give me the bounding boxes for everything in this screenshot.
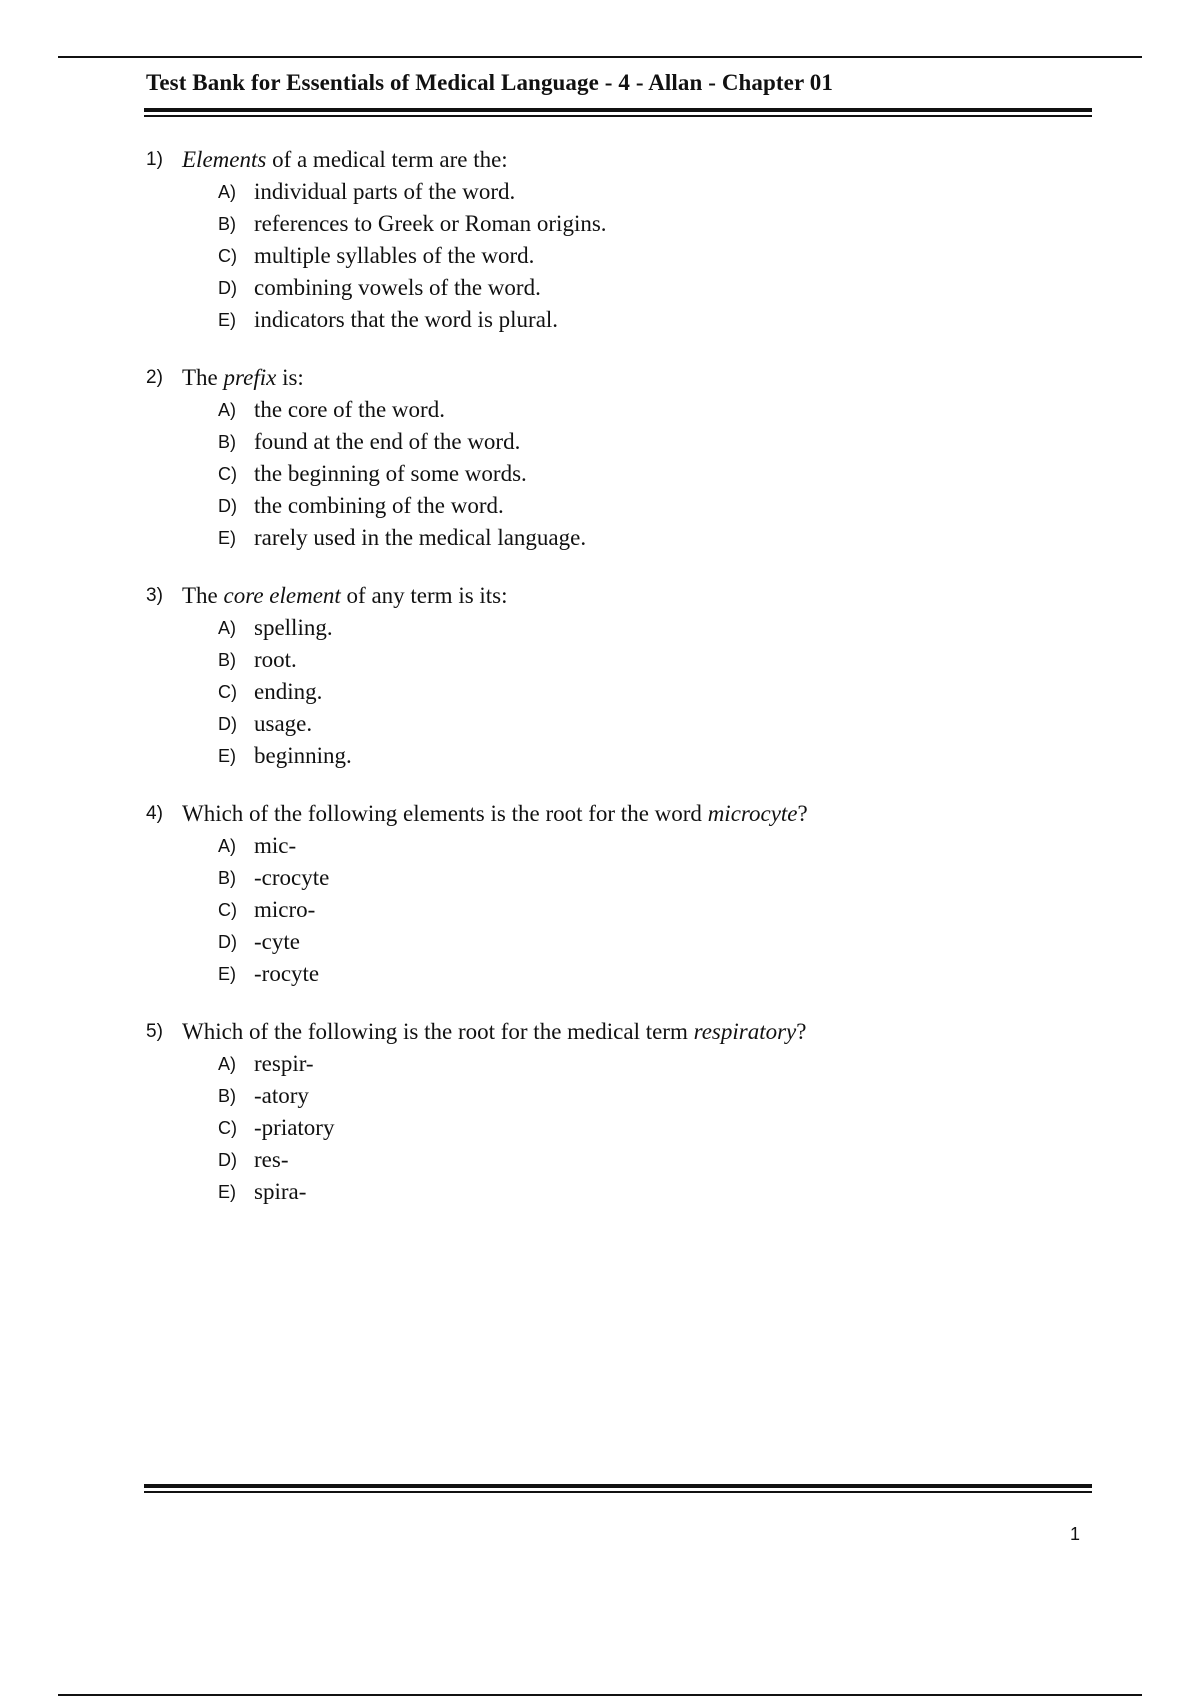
option-letter: B): [218, 868, 236, 888]
option-text: res-: [254, 1147, 289, 1172]
question-number: 3): [146, 585, 163, 606]
option-letter: D): [218, 932, 237, 952]
option-text: mic-: [254, 833, 297, 858]
option-text: -crocyte: [254, 865, 330, 890]
answer-option: [146, 862, 1086, 894]
option-text: multiple syllables of the word.: [254, 243, 535, 268]
option-letter: C): [218, 682, 237, 702]
option-text: root.: [254, 647, 297, 672]
page-title: Test Bank for Essentials of Medical Language - 4 - Allan - Chapter 01: [146, 70, 833, 95]
answer-option: [146, 522, 1086, 554]
option-letter: E): [218, 310, 236, 330]
option-text: usage.: [254, 711, 313, 736]
answer-option: [146, 394, 1086, 426]
answer-options: [146, 394, 1086, 554]
question-stem: [146, 798, 1086, 830]
option-letter: C): [218, 1118, 237, 1138]
question-text: [182, 1016, 806, 1048]
option-letter: D): [218, 714, 237, 734]
option-text: references to Greek or Roman origins.: [254, 211, 607, 236]
question-2: [146, 362, 1086, 554]
question-number: 5): [146, 1021, 163, 1042]
answer-option: [146, 612, 1086, 644]
question-stem: [146, 580, 1086, 612]
answer-options: [146, 1048, 1086, 1208]
option-letter: D): [218, 278, 237, 298]
answer-options: [146, 830, 1086, 990]
option-text: the core of the word.: [254, 397, 445, 422]
option-text: indicators that the word is plural.: [254, 307, 559, 332]
question-list: [146, 144, 1086, 1234]
stem-italic-term: core element: [223, 583, 341, 608]
option-text: -atory: [254, 1083, 309, 1108]
option-letter: E): [218, 1182, 236, 1202]
answer-option: [146, 676, 1086, 708]
option-text: spelling.: [254, 615, 333, 640]
answer-option: [146, 708, 1086, 740]
answer-options: [146, 176, 1086, 336]
answer-option: [146, 1080, 1086, 1112]
answer-option: [146, 958, 1086, 990]
answer-option: [146, 208, 1086, 240]
stem-text: The: [182, 365, 224, 390]
option-text: rarely used in the medical language.: [254, 525, 587, 550]
stem-text: The: [182, 583, 224, 608]
question-number: 4): [146, 803, 163, 824]
option-text: the combining of the word.: [254, 493, 504, 518]
option-letter: B): [218, 650, 236, 670]
answer-option: [146, 894, 1086, 926]
option-letter: B): [218, 1086, 236, 1106]
answer-option: [146, 926, 1086, 958]
question-text: [182, 580, 508, 612]
answer-option: [146, 830, 1086, 862]
question-text: [182, 144, 508, 176]
page-top-rule: [58, 56, 1142, 58]
answer-option: [146, 1112, 1086, 1144]
answer-option: [146, 426, 1086, 458]
question-number: 1): [146, 149, 163, 170]
stem-text: Which of the following is the root for the medical term: [182, 1019, 694, 1044]
question-text: [182, 362, 304, 394]
answer-option: [146, 1144, 1086, 1176]
option-letter: C): [218, 246, 237, 266]
stem-text: of any term is its:: [340, 583, 508, 608]
option-text: spira-: [254, 1179, 307, 1204]
stem-italic-term: Elements: [182, 147, 267, 172]
option-letter: D): [218, 1150, 237, 1170]
option-letter: A): [218, 836, 236, 856]
answer-option: [146, 490, 1086, 522]
answer-option: [146, 272, 1086, 304]
option-letter: B): [218, 214, 236, 234]
answer-option: [146, 644, 1086, 676]
question-1: [146, 144, 1086, 336]
option-letter: C): [218, 900, 237, 920]
stem-italic-term: microcyte: [707, 801, 798, 826]
option-text: respir-: [254, 1051, 314, 1076]
option-text: -priatory: [254, 1115, 335, 1140]
question-text: [182, 798, 808, 830]
answer-option: [146, 304, 1086, 336]
answer-option: [146, 240, 1086, 272]
option-letter: B): [218, 432, 236, 452]
answer-option: [146, 1176, 1086, 1208]
question-5: [146, 1016, 1086, 1208]
page-bottom-rule: [58, 1694, 1142, 1696]
option-text: the beginning of some words.: [254, 461, 527, 486]
answer-option: [146, 458, 1086, 490]
stem-text: of a medical term are the:: [266, 147, 508, 172]
option-letter: A): [218, 618, 236, 638]
option-letter: E): [218, 746, 236, 766]
stem-text: ?: [796, 1019, 807, 1044]
answer-options: [146, 612, 1086, 772]
option-letter: D): [218, 496, 237, 516]
stem-text: is:: [276, 365, 304, 390]
question-3: [146, 580, 1086, 772]
option-letter: C): [218, 464, 237, 484]
option-text: ending.: [254, 679, 323, 704]
option-letter: E): [218, 964, 236, 984]
option-text: combining vowels of the word.: [254, 275, 541, 300]
option-text: -cyte: [254, 929, 300, 954]
question-number: 2): [146, 367, 163, 388]
stem-italic-term: respiratory: [693, 1019, 797, 1044]
option-letter: A): [218, 182, 236, 202]
question-4: [146, 798, 1086, 990]
answer-option: [146, 1048, 1086, 1080]
question-stem: [146, 362, 1086, 394]
page-number: 1: [1070, 1524, 1081, 1544]
option-letter: E): [218, 528, 236, 548]
stem-text: ?: [797, 801, 808, 826]
stem-italic-term: prefix: [223, 365, 277, 390]
option-text: -rocyte: [254, 961, 320, 986]
option-text: beginning.: [254, 743, 352, 768]
footer-double-rule: [144, 1484, 1092, 1493]
question-stem: [146, 1016, 1086, 1048]
header-double-rule: [144, 108, 1092, 117]
option-text: individual parts of the word.: [254, 179, 516, 204]
option-letter: A): [218, 1054, 236, 1074]
answer-option: [146, 176, 1086, 208]
stem-text: Which of the following elements is the root for the word: [182, 801, 708, 826]
option-text: found at the end of the word.: [254, 429, 521, 454]
answer-option: [146, 740, 1086, 772]
question-stem: [146, 144, 1086, 176]
option-text: micro-: [254, 897, 316, 922]
option-letter: A): [218, 400, 236, 420]
